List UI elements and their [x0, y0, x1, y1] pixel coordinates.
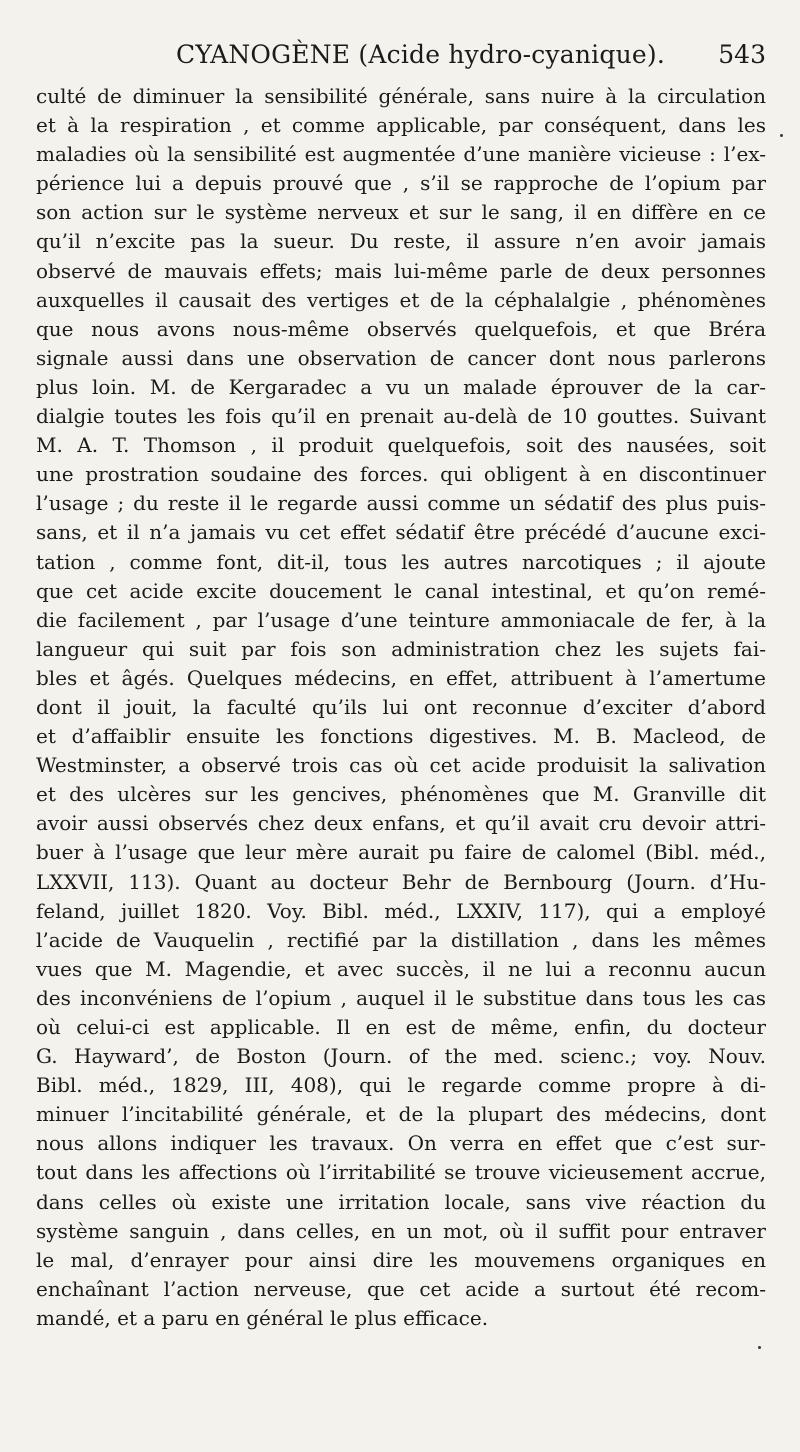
text-line-12: dialgie toutes les fois qu’il en prenait au-delà de 10 gouttes. Suivant [36, 404, 766, 429]
print-speck [780, 134, 783, 137]
text-line-4: périence lui a depuis prouvé que , s’il se rapproche de l’opium par [36, 171, 766, 196]
text-line-27: buer à l’usage que leur mère aurait pu faire de calomel (Bibl. méd., [36, 840, 766, 865]
page-header [36, 36, 766, 76]
text-line-6: qu’il n’excite pas la sueur. Du reste, il assure n’en avoir jamais [36, 229, 766, 254]
text-line-33: où celui-ci est applicable. Il en est de même, enfin, du docteur [36, 1015, 766, 1039]
text-line-31: vues que M. Magendie, et avec succès, il ne lui a reconnu aucun [36, 956, 766, 981]
text-line-32: des inconvéniens de l’opium , auquel il le substitue dans tous les cas [36, 985, 766, 1010]
text-line-13: M. A. T. Thomson , il produit quelquefois, soit des nausées, soit [36, 433, 766, 458]
body-text [36, 82, 766, 1333]
text-line-43: mandé, et a paru en général le plus efficace. [36, 1305, 489, 1330]
text-line-34: G. Hayward’, de Boston (Journ. of the med. scienc.; voy. Nouv. [36, 1044, 766, 1069]
text-line-40: système sanguin , dans celles, en un mot, où il suffit pour entraver [36, 1218, 766, 1243]
text-line-11: plus loin. M. de Kergaradec a vu un malade éprouver de la car- [36, 374, 766, 399]
text-line-18: que cet acide excite doucement le canal intestinal, et qu’on remé- [36, 578, 766, 603]
running-title: CYANOGÈNE (Acide hydro-cyanique). [176, 40, 665, 69]
text-line-30: l’acide de Vauquelin , rectifié par la distillation , dans les mêmes [36, 927, 766, 952]
text-line-36: minuer l’incitabilité générale, et de la plupart des médecins, dont [36, 1102, 766, 1127]
text-line-25: et des ulcères sur les gencives, phénomènes que M. Granville dit [36, 782, 766, 807]
text-line-8: auxquelles il causait des vertiges et de la céphalalgie , phénomènes [36, 287, 766, 312]
text-line-9: que nous avons nous-même observés quelquefois, et que Bréra [36, 316, 766, 341]
text-line-39: dans celles où existe une irritation locale, sans vive réaction du [36, 1189, 766, 1214]
text-line-21: bles et âgés. Quelques médecins, en effet, attribuent à l’amertume [36, 665, 766, 690]
text-line-19: die facilement , par l’usage d’une teinture ammoniacale de fer, à la [36, 607, 766, 632]
text-line-29: feland, juillet 1820. Voy. Bibl. méd., LXXIV, 117), qui a employé [36, 898, 766, 923]
text-line-42: enchaînant l’action nerveuse, que cet acide a surtout été recom- [36, 1276, 766, 1301]
text-line-28: LXXVII, 113). Quant au docteur Behr de Bernbourg (Journ. d’Hu- [36, 869, 766, 894]
text-line-24: Westminster, a observé trois cas où cet acide produisit la salivation [36, 753, 766, 778]
text-line-35: Bibl. méd., 1829, III, 408), qui le regarde comme propre à di- [36, 1073, 766, 1098]
text-line-38: tout dans les affections où l’irritabilité se trouve vicieusement accrue, [36, 1160, 766, 1185]
print-speck [758, 1346, 761, 1349]
text-line-7: observé de mauvais effets; mais lui-même parle de deux personnes [36, 258, 766, 283]
text-line-17: tation , comme font, dit-il, tous les autres narcotiques ; il ajoute [36, 549, 766, 574]
text-line-26: avoir aussi observés chez deux enfans, et qu’il avait cru devoir attri- [36, 811, 766, 836]
text-line-14: une prostration soudaine des forces. qui obligent à en discontinuer [36, 462, 766, 487]
page-number: 543 [718, 40, 766, 69]
text-line-3: maladies où la sensibilité est augmentée d’une manière vicieuse : l’ex- [36, 142, 766, 167]
text-line-15: l’usage ; du reste il le regarde aussi comme un sédatif des plus puis- [36, 491, 766, 516]
text-line-1: culté de diminuer la sensibilité générale, sans nuire à la circulation [36, 84, 766, 108]
text-line-41: le mal, d’enrayer pour ainsi dire les mouvemens organiques en [36, 1247, 766, 1272]
text-line-23: et d’affaiblir ensuite les fonctions digestives. M. B. Macleod, de [36, 724, 766, 749]
text-line-20: langueur qui suit par fois son administration chez les sujets fai- [36, 636, 766, 661]
text-line-16: sans, et il n’a jamais vu cet effet sédatif être précédé d’aucune exci- [36, 520, 766, 545]
text-line-10: signale aussi dans une observation de cancer dont nous parlerons [36, 345, 766, 370]
text-line-2: et à la respiration , et comme applicable, par conséquent, dans les [36, 113, 766, 138]
text-line-37: nous allons indiquer les travaux. On verra en effet que c’est sur- [36, 1131, 766, 1156]
text-line-22: dont il jouit, la faculté qu’ils lui ont reconnue d’exciter d’abord [36, 694, 766, 719]
text-line-5: son action sur le système nerveux et sur le sang, il en diffère en ce [36, 200, 766, 225]
